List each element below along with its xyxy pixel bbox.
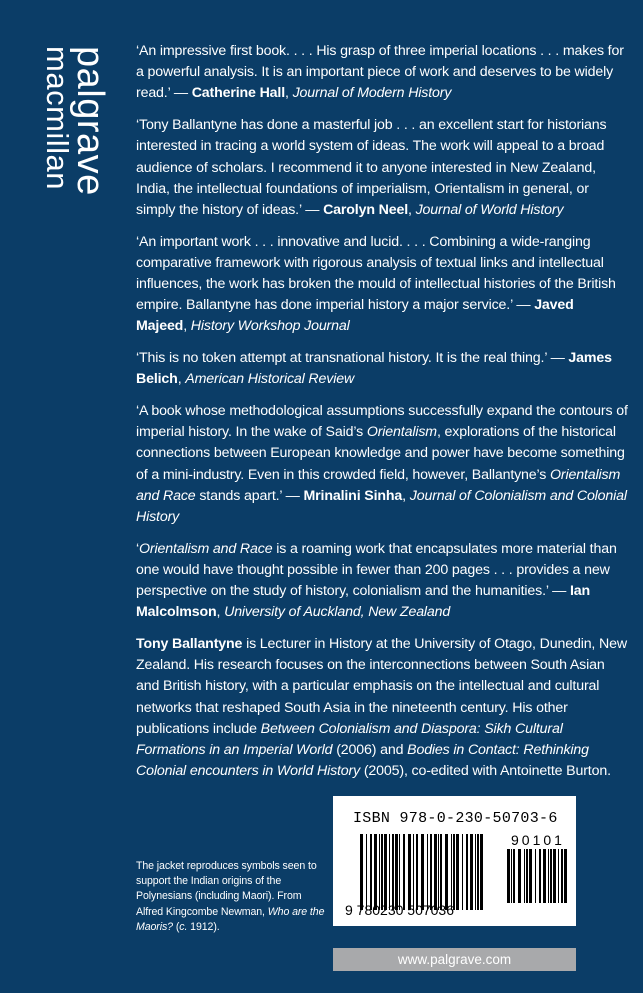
review-quote — [136, 348, 628, 390]
barcode-bar — [389, 834, 390, 910]
text-segment: , — [408, 201, 416, 218]
barcode-bar — [374, 834, 377, 910]
author-name: Catherine Hall — [191, 85, 285, 102]
text-segment: ‘ — [136, 540, 140, 557]
author-name: Javed Majeed — [136, 297, 574, 335]
barcode-bar — [550, 849, 552, 903]
logo-palgrave: palgrave — [69, 46, 111, 196]
isbn-text: ISBN 978-0-230-50703-6 — [353, 810, 558, 827]
review-quote — [136, 232, 628, 338]
italic-title: Bodies in Contact: Rethinking Colonial encounters in World History — [136, 742, 589, 780]
barcode-bar — [434, 834, 437, 910]
text-segment: , explorations of the historical connections between European knowledge and power have become something of a mini-industry. Even in this crowded field, however, Ballantyne’s — [136, 424, 625, 483]
back-cover-text — [136, 41, 628, 793]
barcode-bar — [451, 834, 452, 910]
italic-title: Orientalism and Race — [139, 540, 273, 557]
barcode-bar — [518, 849, 521, 903]
barcode-bar — [470, 834, 473, 910]
barcode-bar — [408, 834, 411, 910]
barcode-bar — [430, 834, 432, 910]
text-segment: ‘An impressive first book. . . . His grasp of three imperial locations . . . makes for a powerful analysis. It is an important piece of work and deserves to be widely read.’ — — [136, 43, 624, 102]
barcode-bar — [438, 834, 439, 910]
barcode-bar — [513, 849, 515, 903]
text-segment: is a roaming work that encapsulates more material than one would have thought possible in fewer than 200 pages . . . provides a new perspective on the study of history, colonialism and the humanities.’ — — [136, 540, 617, 600]
barcode-bar — [480, 834, 483, 910]
barcode-bar — [427, 834, 428, 910]
text-segment: (2006) and — [332, 742, 408, 759]
author-bio — [136, 634, 628, 782]
addon-barcode — [507, 849, 569, 903]
barcode-bar — [366, 834, 367, 910]
barcode-bar — [416, 834, 418, 910]
text-segment: , — [402, 487, 410, 504]
barcode-bar — [558, 849, 559, 903]
logo-macmillan: macmillan — [40, 46, 75, 191]
text-segment: is Lecturer in History at the University of Otago, Dunedin, New Zealand. His research focuses on the interconnections between South Asian and British history, with a particular emphasis on the intellectual and cultural networks that reshaped South Asia in the nineteenth century. His other publications include — [136, 636, 627, 737]
barcode-bar — [392, 834, 394, 910]
barcode-bar — [379, 834, 380, 910]
barcode-bar — [526, 849, 528, 903]
barcode-label — [333, 796, 576, 926]
author-name: James Belich — [136, 350, 612, 388]
barcode-bar — [445, 834, 448, 910]
italic-title: Journal of World History — [415, 201, 564, 218]
barcode-bar — [477, 834, 479, 910]
barcode-bar — [384, 834, 387, 910]
ean-barcode — [360, 834, 484, 910]
barcode-bar — [548, 849, 549, 903]
italic-title: Journal of Colonialism and Colonial History — [136, 487, 627, 526]
barcode-bar — [539, 849, 541, 903]
review-quote — [136, 539, 628, 624]
text-segment: ‘Tony Ballantyne has done a masterful job . . . an excellent start for historians interested in tracing a world system of ideas. The work will appeal to a broad audience of scholars. I recommend it to anyone interested in New Zealand, India, the intellectual foundations of imperialism, Orientalism in general, or simply the history of ideas.’ — — [136, 117, 607, 218]
text-segment: , — [177, 371, 186, 388]
barcode-bar — [413, 834, 414, 910]
text-segment: ‘A book whose methodological assumptions successfully expand the contours of imperial history. In the wake of Said’s — [136, 403, 628, 441]
italic-title: c. — [179, 920, 188, 933]
text-segment: , — [285, 85, 293, 102]
italic-title: Between Colonialism and Diaspora: Sikh Cultural Formations in an Imperial World — [136, 720, 563, 759]
italic-title: History Workshop Journal — [190, 318, 350, 335]
barcode-bar — [511, 849, 512, 903]
italic-title: Who are the Maoris? — [136, 905, 325, 933]
barcode-bar — [524, 849, 525, 903]
addon-digits: 90101 — [511, 832, 565, 848]
barcode-bar — [403, 834, 405, 910]
barcode-bar — [399, 834, 400, 910]
italic-title: Orientalism and Race — [136, 466, 621, 504]
italic-title: Journal of Modern History — [292, 85, 452, 102]
text-segment: The jacket reproduces symbols seen to support the Indian origins of the Polynesians (including Maori). From Alfred Kingcombe Newman, — [136, 860, 317, 918]
barcode-bar — [466, 834, 468, 910]
barcode-bar — [535, 849, 536, 903]
italic-title: Orientalism — [366, 424, 437, 441]
author-name: Carolyn Neel — [323, 201, 409, 218]
text-segment: ‘An important work . . . innovative and lucid. . . . Combining a wide-ranging comparative framework with rigorous analysis of textual links and intellectual influences, the work has broken the mould of intellectual histories of the British empire. Ballantyne has done imperial history a major service.’ — — [136, 233, 616, 314]
barcode-bar — [453, 834, 455, 910]
barcode-bar — [381, 834, 383, 910]
ean-digits: 9 780230 507036 — [345, 902, 454, 918]
barcode-bar — [553, 849, 556, 903]
jacket-caption — [136, 859, 326, 935]
text-segment: , — [183, 318, 191, 335]
text-segment: ‘This is no token attempt at transnational history. It is the real thing.’ — — [136, 350, 569, 367]
review-quote — [136, 115, 628, 221]
barcode-bar — [475, 834, 476, 910]
barcode-bar — [360, 834, 363, 910]
barcode-bar — [462, 834, 463, 910]
text-segment: , — [216, 604, 225, 621]
barcode-bar — [543, 849, 546, 903]
website-url[interactable]: www.palgrave.com — [333, 948, 576, 971]
author-name: Tony Ballantyne — [136, 636, 243, 653]
author-name: Ian Malcolmson — [136, 583, 591, 621]
italic-title: University of Auckland, New Zealand — [224, 604, 451, 621]
barcode-bar — [421, 834, 424, 910]
barcode-bar — [395, 834, 398, 910]
palgrave-macmillan-logo — [36, 38, 116, 228]
review-quote — [136, 401, 628, 528]
author-name: Mrinalini Sinha — [303, 487, 403, 504]
text-segment: stands apart.’ — — [195, 487, 304, 504]
barcode-bar — [440, 834, 442, 910]
text-segment: 1912). — [187, 920, 220, 933]
barcode-bar — [456, 834, 459, 910]
text-segment: ( — [172, 920, 180, 933]
review-quote — [136, 41, 628, 105]
barcode-bar — [370, 834, 372, 910]
barcode-bar — [564, 849, 567, 903]
barcode-bar — [561, 849, 563, 903]
text-segment: (2005), co-edited with Antoinette Burton. — [360, 763, 611, 780]
italic-title: American Historical Review — [185, 371, 355, 388]
barcode-bar — [507, 849, 510, 903]
barcode-bar — [529, 849, 532, 903]
